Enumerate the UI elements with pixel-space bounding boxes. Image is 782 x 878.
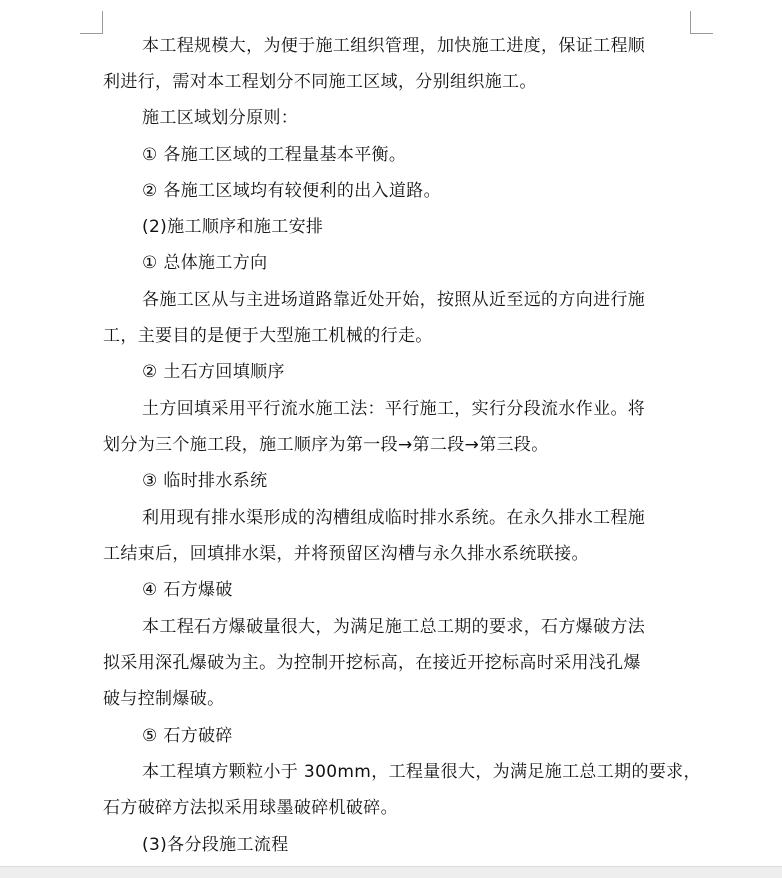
body-text-line: 工结束后，回填排水渠，并将预留区沟槽与永久排水系统联接。 — [103, 544, 589, 564]
subsection-heading: ④ 石方爆破 — [142, 580, 233, 600]
subsection-heading: ⑤ 石方破碎 — [142, 726, 233, 746]
body-text-line: 破与控制爆破。 — [103, 689, 225, 709]
margin-mark-top-left — [102, 11, 103, 34]
body-text-line: 土方回填采用平行流水施工法：平行施工，实行分段流水作业。将 — [142, 399, 646, 419]
page-bottom-edge — [0, 866, 782, 878]
body-text-line: 本工程填方颗粒小于 300mm，工程量很大，为满足施工总工期的要求， — [142, 762, 701, 782]
body-text-line: 工，主要目的是便于大型施工机械的行走。 — [103, 326, 433, 346]
body-text-line: 施工区域划分原则： — [142, 108, 299, 128]
margin-mark-top-left — [80, 33, 102, 34]
list-item: ② 各施工区域均有较便利的出入道路。 — [142, 181, 441, 201]
body-text-line: 石方破碎方法拟采用球墨破碎机破碎。 — [103, 798, 398, 818]
body-text-line: 拟采用深孔爆破为主。为控制开挖标高，在接近开挖标高时采用浅孔爆 — [103, 653, 641, 673]
body-text-line: 各施工区从与主进场道路靠近处开始，按照从近至远的方向进行施 — [142, 290, 646, 310]
body-text-line: 本工程石方爆破量很大，为满足施工总工期的要求，石方爆破方法 — [142, 617, 646, 637]
body-text-line: 本工程规模大，为便于施工组织管理，加快施工进度，保证工程顺 — [142, 36, 646, 56]
body-text-line: 利进行，需对本工程划分不同施工区域，分别组织施工。 — [103, 72, 537, 92]
body-text-line: 利用现有排水渠形成的沟槽组成临时排水系统。在永久排水工程施 — [142, 508, 646, 528]
margin-mark-top-right — [691, 33, 713, 34]
subsection-heading: ③ 临时排水系统 — [142, 471, 268, 491]
list-item: ① 各施工区域的工程量基本平衡。 — [142, 145, 407, 165]
section-heading: (2)施工顺序和施工安排 — [142, 217, 324, 237]
section-heading: (3)各分段施工流程 — [142, 835, 289, 855]
body-text-line: 划分为三个施工段，施工顺序为第一段→第二段→第三段。 — [103, 435, 549, 455]
subsection-heading: ① 总体施工方向 — [142, 253, 268, 273]
subsection-heading: ② 土石方回填顺序 — [142, 362, 285, 382]
